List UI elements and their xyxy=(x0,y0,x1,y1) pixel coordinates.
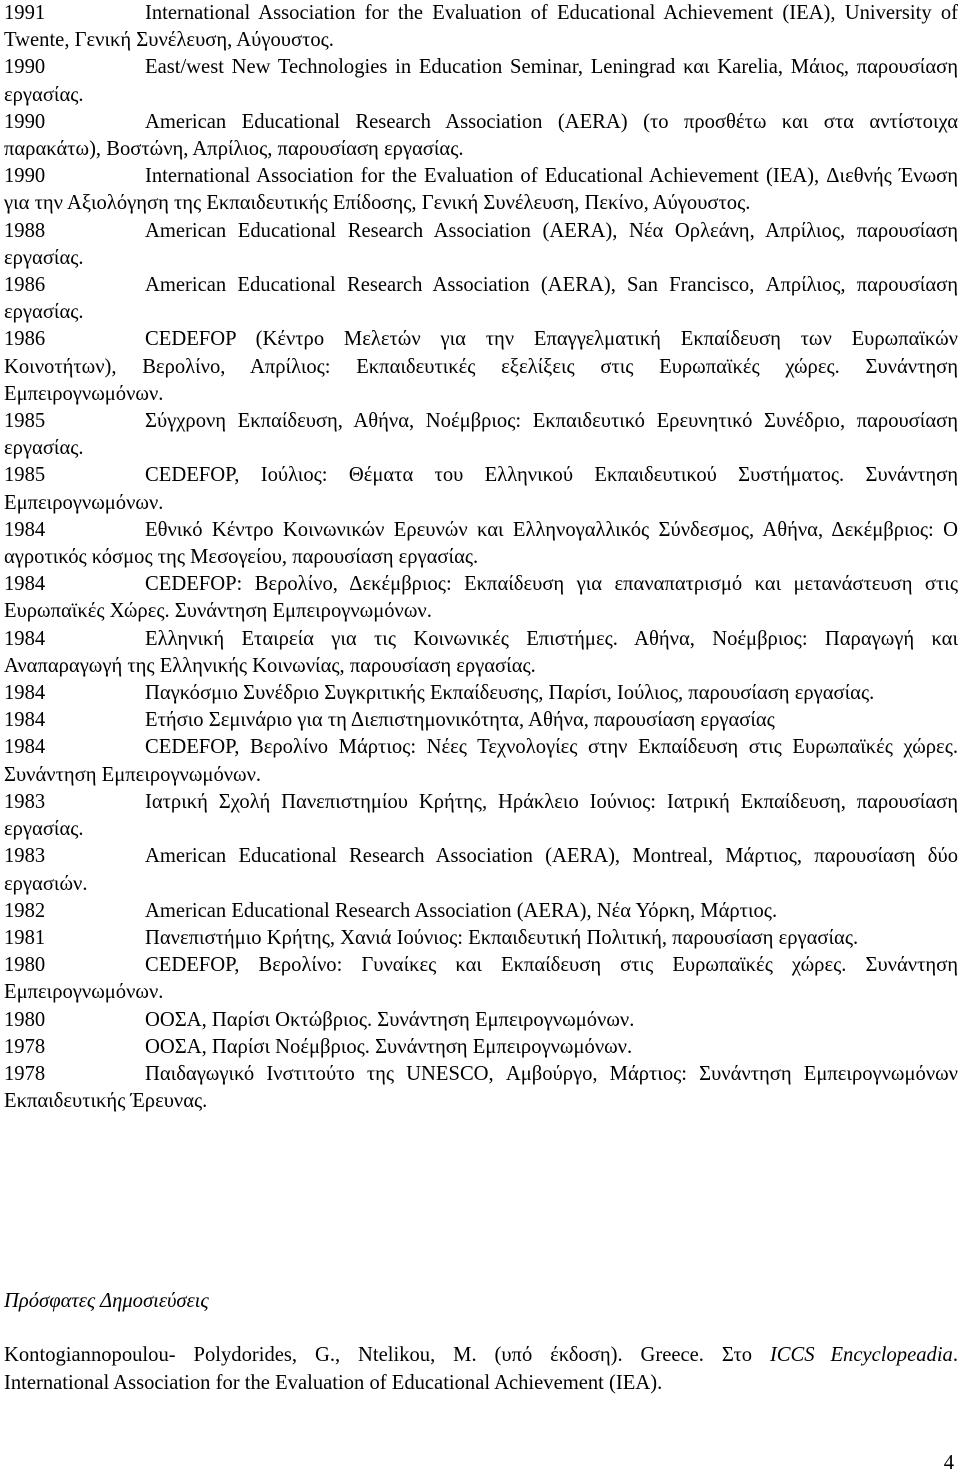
entry-text: International Association for the Evaluation of Educational Achievement (IEA), University of Twente, Γενική Συνέλευση, Αύγουστος. xyxy=(4,2,958,52)
entry-year: 1986 xyxy=(4,328,46,351)
conference-list xyxy=(4,0,958,1115)
conference-entry xyxy=(4,1061,958,1115)
entry-year: 1981 xyxy=(4,926,46,949)
entry-year: 1984 xyxy=(4,709,46,732)
conference-entry xyxy=(4,1007,958,1034)
conference-entry xyxy=(4,571,958,625)
publication-title: ICCS Encyclopeadia xyxy=(769,1344,953,1366)
entry-year: 1983 xyxy=(4,845,46,868)
entry-text: International Association for the Evaluation of Educational Achievement (IEA), Διεθνής Ένωση για την Αξιολόγηση της Εκπαιδευτικής Επίδοσης, Γενική Συνέλευση, Πεκίνο, Αύγουστος. xyxy=(4,165,958,215)
entry-year: 1990 xyxy=(4,56,46,79)
conference-entry xyxy=(4,517,958,571)
entry-year: 1978 xyxy=(4,1035,46,1058)
entry-year: 1980 xyxy=(4,1008,46,1031)
entry-year: 1990 xyxy=(4,165,46,188)
publication-rest: . International Association for the Evaluation of Educational Achievement (IEA). xyxy=(4,1344,958,1394)
conference-entry xyxy=(4,707,958,734)
entry-text: CEDEFOP, Ιούλιος: Θέματα του Ελληνικού Εκπαιδευτικού Συστήματος. Συνάντηση Εμπειρογνωμόνων. xyxy=(4,464,958,514)
recent-publications-heading: Πρόσφατες Δημοσιεύσεις xyxy=(4,1290,209,1312)
entry-text: CEDEFOP: Βερολίνο, Δεκέμβριος: Εκπαίδευση για επαναπατρισμό και μετανάστευση στις Ευρωπαϊκές Χώρες. Συνάντηση Εμπειρογνωμόνων. xyxy=(4,573,958,623)
conference-entry xyxy=(4,1034,958,1061)
entry-year: 1984 xyxy=(4,518,46,541)
conference-entry xyxy=(4,54,958,108)
entry-year: 1982 xyxy=(4,899,46,922)
publication-authors: Kontogiannopoulou- Polydorides, G., Ntelikou, M. (υπό έκδοση). Greece. Στο xyxy=(4,1344,770,1366)
conference-entry xyxy=(4,163,958,217)
entry-year: 1985 xyxy=(4,410,46,433)
entry-text: Σύγχρονη Εκπαίδευση, Αθήνα, Νοέμβριος: Εκπαιδευτικό Ερευνητικό Συνέδριο, παρουσίαση εργασίας. xyxy=(4,410,958,460)
entry-text: CEDEFOP, Βερολίνο: Γυναίκες και Εκπαίδευση στις Ευρωπαϊκές χώρες. Συνάντηση Εμπειρογνωμόνων. xyxy=(4,954,958,1004)
conference-entry xyxy=(4,843,958,897)
entry-year: 1986 xyxy=(4,274,46,297)
entry-year: 1984 xyxy=(4,573,46,596)
conference-entry xyxy=(4,952,958,1006)
entry-year: 1984 xyxy=(4,736,46,759)
conference-entry xyxy=(4,734,958,788)
entry-text: Ετήσιο Σεμινάριο για τη Διεπιστημονικότητα, Αθήνα, παρουσίαση εργασίας xyxy=(145,709,775,732)
conference-entry xyxy=(4,326,958,408)
conference-entry xyxy=(4,626,958,680)
entry-text: ΟΟΣΑ, Παρίσι Νοέμβριος. Συνάντηση Εμπειρογνωμόνων. xyxy=(145,1035,633,1058)
conference-entry xyxy=(4,109,958,163)
entry-text: East/west New Technologies in Education Seminar, Leningrad και Karelia, Μάιος, παρουσίαση εργασίας. xyxy=(4,56,958,106)
conference-entry xyxy=(4,898,958,925)
entry-text: CEDEFOP (Κέντρο Μελετών για την Επαγγελματική Εκπαίδευση των Ευρωπαϊκών Κοινοτήτων), Βερολίνο, Απρίλιος: Εκπαιδευτικές εξελίξεις στις Ευρωπαϊκές χώρες. Συνάντηση Εμπειρογνωμόνων. xyxy=(4,328,958,405)
entry-text: Ιατρική Σχολή Πανεπιστημίου Κρήτης, Ηράκλειο Ιούνιος: Ιατρική Εκπαίδευση, παρουσίαση εργασίας. xyxy=(4,790,958,841)
entry-text: Ελληνική Εταιρεία για τις Κοινωνικές Επιστήμες. Αθήνα, Νοέμβριος: Παραγωγή και Αναπαραγωγή της Ελληνικής Κοινωνίας, παρουσίαση εργασίας. xyxy=(4,627,958,677)
entry-text: American Educational Research Association (AERA), Montreal, Μάρτιος, παρουσίαση δύο εργασιών. xyxy=(4,845,958,895)
conference-entry xyxy=(4,272,958,326)
entry-text: American Educational Research Association (AERA), Νέα Υόρκη, Μάρτιος. xyxy=(145,899,778,922)
conference-entry xyxy=(4,408,958,462)
conference-entry xyxy=(4,680,958,707)
entry-year: 1984 xyxy=(4,682,46,705)
conference-entry xyxy=(4,218,958,272)
entry-year: 1980 xyxy=(4,954,46,977)
entry-year: 1985 xyxy=(4,464,46,487)
entry-year: 1978 xyxy=(4,1062,46,1085)
entry-text: Εθνικό Κέντρο Κοινωνικών Ερευνών και Ελληνογαλλικός Σύνδεσμος, Αθήνα, Δεκέμβριος: Ο αγροτικός κόσμος της Μεσογείου, παρουσίαση εργασίας. xyxy=(4,518,958,569)
page-number: 4 xyxy=(943,1452,954,1474)
conference-entry xyxy=(4,0,958,54)
conference-entry xyxy=(4,925,958,952)
entry-year: 1983 xyxy=(4,790,46,813)
publication-entry xyxy=(4,1342,958,1397)
entry-text: Παγκόσμιο Συνέδριο Συγκριτικής Εκπαίδευσης, Παρίσι, Ιούλιος, παρουσίαση εργασίας. xyxy=(145,682,875,705)
entry-year: 1990 xyxy=(4,110,46,133)
entry-text: Παιδαγωγικό Ινστιτούτο της UNESCO, Αμβούργο, Μάρτιος: Συνάντηση Εμπειρογνωμόνων Εκπαιδευτικής Έρευνας. xyxy=(4,1062,958,1113)
document-page xyxy=(4,0,958,1115)
entry-text: ΟΟΣΑ, Παρίσι Οκτώβριος. Συνάντηση Εμπειρογνωμόνων. xyxy=(145,1008,635,1031)
entry-text: American Educational Research Association (AERA), San Francisco, Απρίλιος, παρουσίαση εργασίας. xyxy=(4,274,958,324)
entry-text: CEDEFOP, Βερολίνο Μάρτιος: Νέες Τεχνολογίες στην Εκπαίδευση στις Ευρωπαϊκές χώρες. Συνάντηση Εμπειρογνωμόνων. xyxy=(4,736,958,786)
entry-text: American Educational Research Association (AERA) (το προσθέτω και στα αντίστοιχα παρακάτω), Βοστώνη, Απρίλιος, παρουσίαση εργασίας. xyxy=(4,110,958,161)
entry-text: American Educational Research Association (AERA), Νέα Ορλεάνη, Απρίλιος, παρουσίαση εργασίας. xyxy=(4,219,958,269)
entry-year: 1988 xyxy=(4,219,46,242)
conference-entry xyxy=(4,462,958,516)
entry-year: 1984 xyxy=(4,627,46,650)
conference-entry xyxy=(4,789,958,843)
entry-year: 1991 xyxy=(4,2,46,24)
entry-text: Πανεπιστήμιο Κρήτης, Χανιά Ιούνιος: Εκπαιδευτική Πολιτική, παρουσίαση εργασίας. xyxy=(145,926,859,949)
